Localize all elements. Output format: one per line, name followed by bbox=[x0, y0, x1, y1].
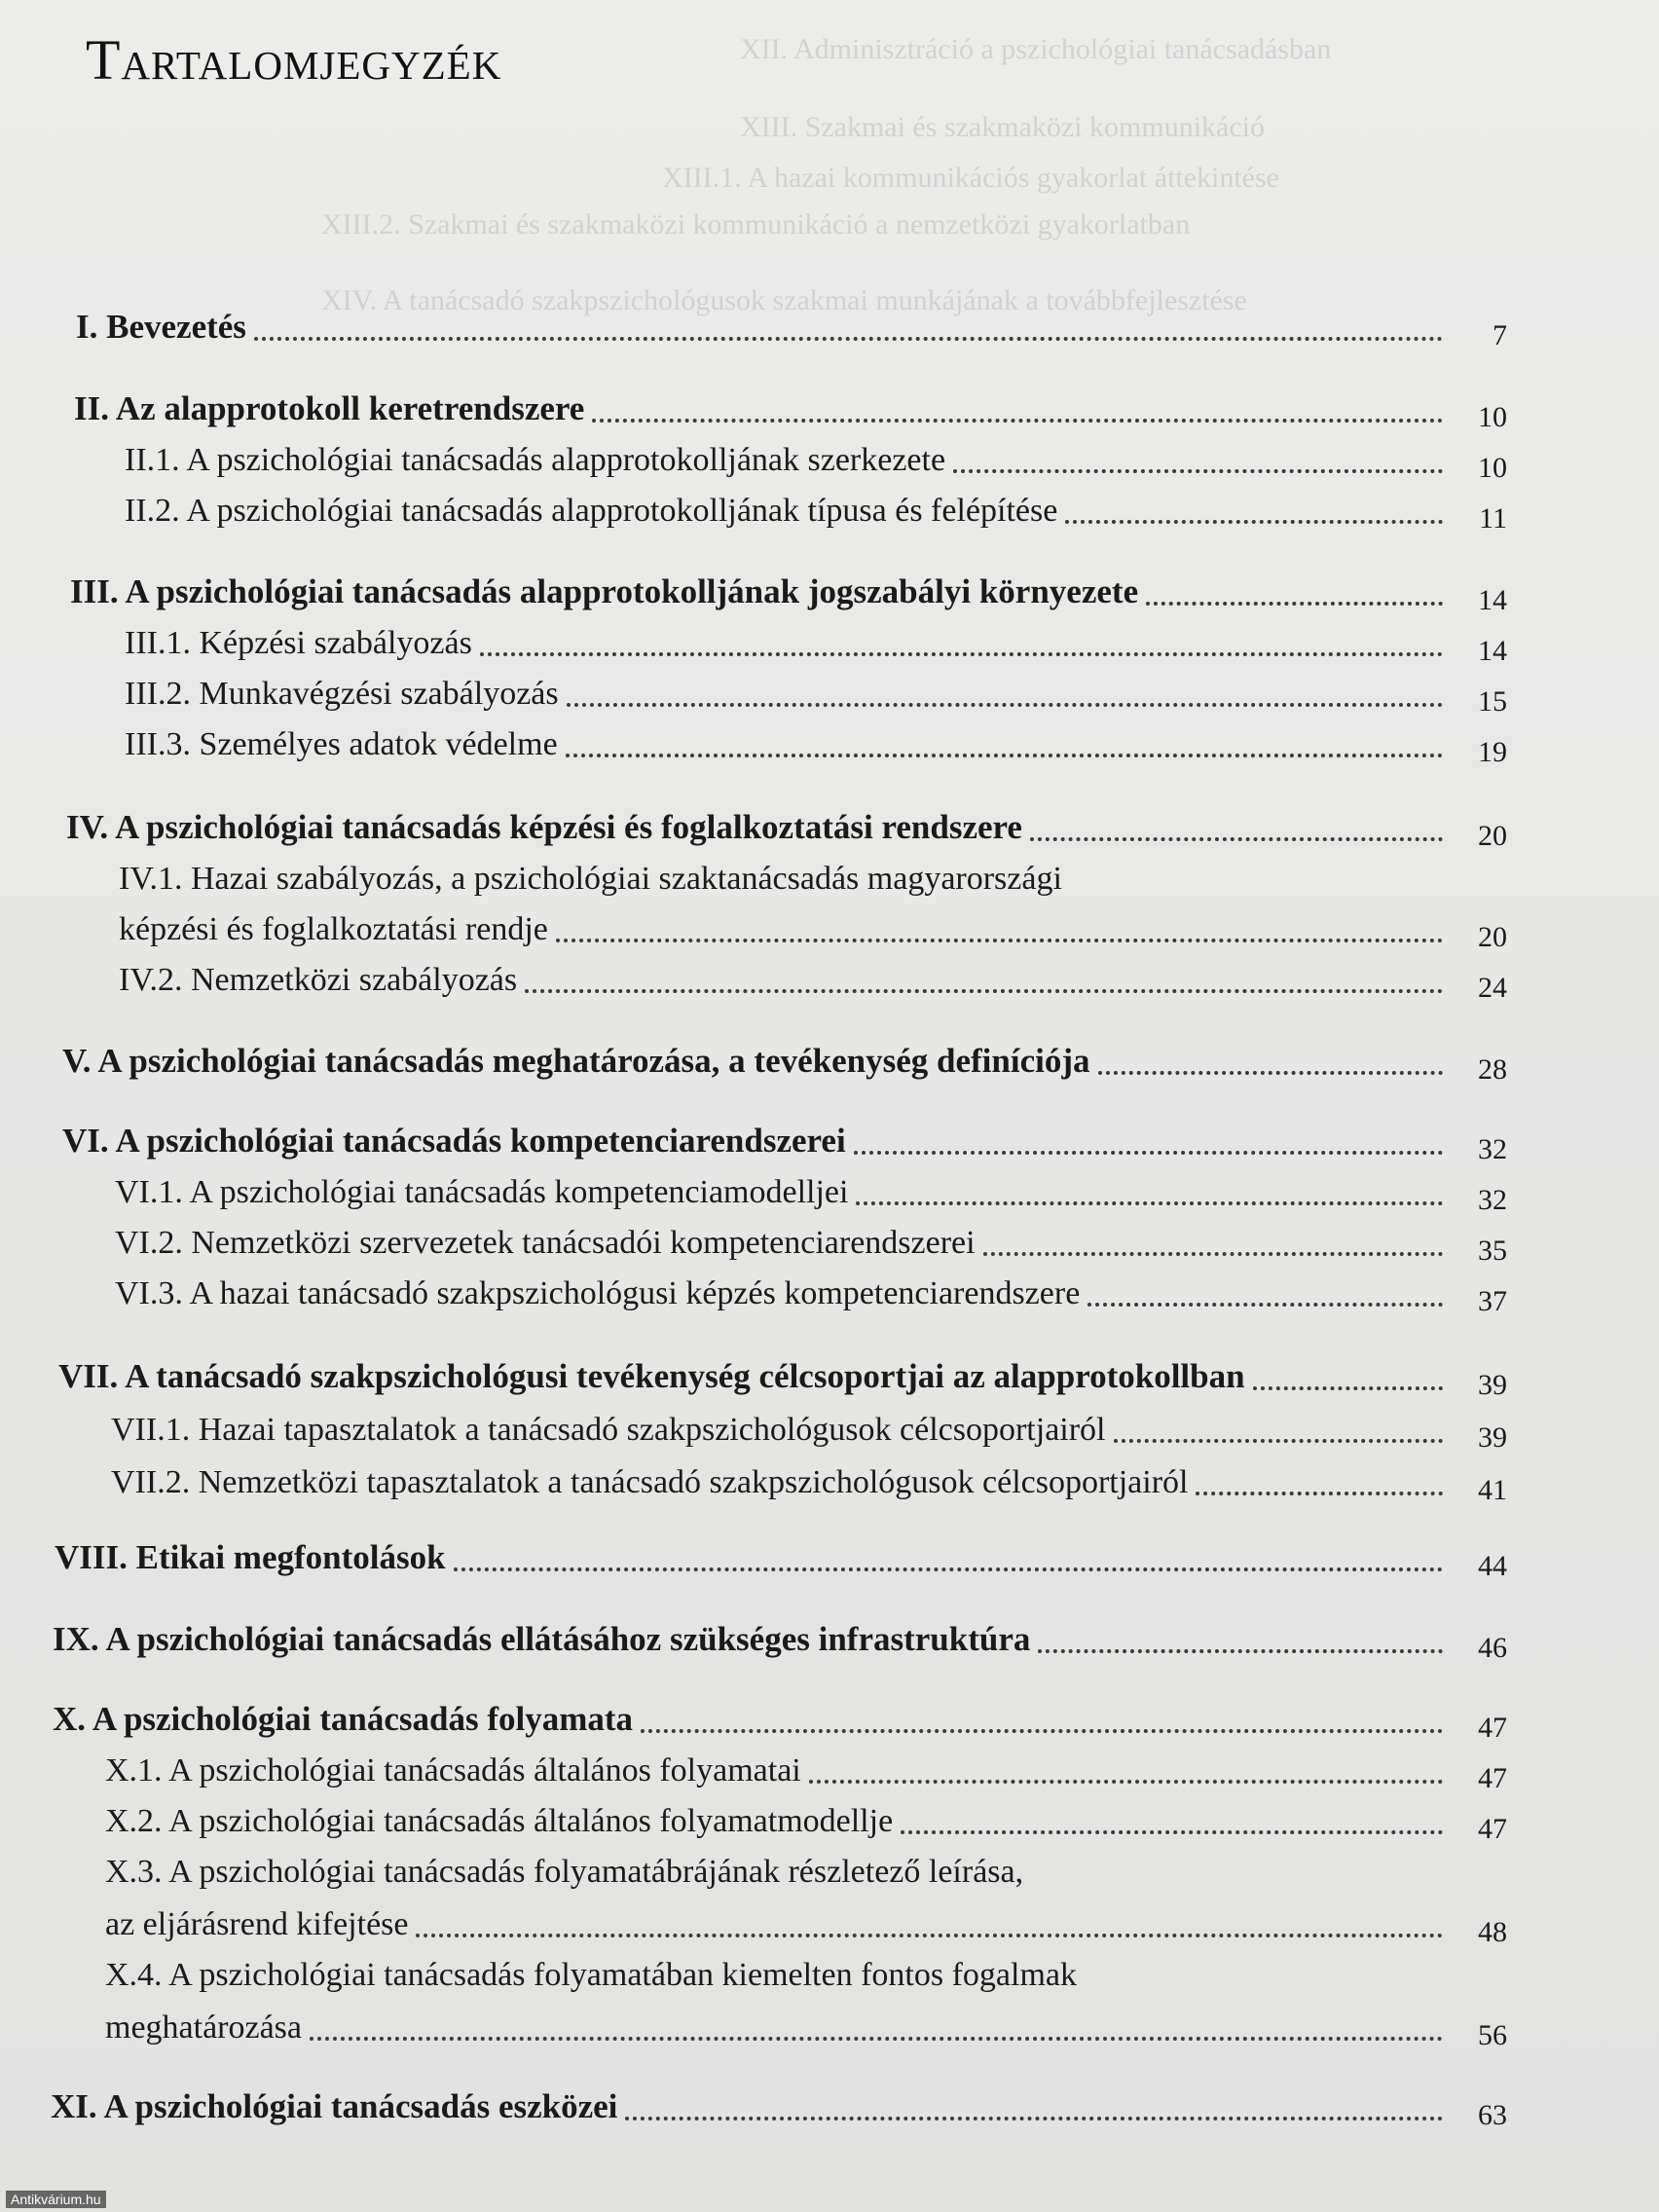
toc-entry-title: IV. A pszichológiai tanácsadás képzési és foglalkoztatási rendszere bbox=[66, 808, 1022, 846]
toc-page-number: 20 bbox=[1478, 921, 1507, 953]
bleed-through-line: XIII.1. A hazai kommunikációs gyakorlat áttekintése bbox=[662, 162, 1279, 194]
toc-page-number: 47 bbox=[1478, 1762, 1507, 1794]
toc-page-number: 20 bbox=[1478, 820, 1507, 852]
toc-page-number: 48 bbox=[1478, 1916, 1507, 1948]
dot-leader bbox=[1114, 1439, 1444, 1443]
toc-chapter-entry bbox=[62, 1038, 1507, 1086]
toc-chapter-entry bbox=[58, 1353, 1507, 1401]
toc-page-number: 14 bbox=[1478, 584, 1507, 616]
dot-leader bbox=[1098, 1071, 1443, 1075]
dot-leader bbox=[566, 754, 1443, 757]
toc-page-number: 63 bbox=[1478, 2099, 1507, 2131]
dot-leader bbox=[809, 1780, 1443, 1784]
toc-entry-title: X. A pszichológiai tanácsadás folyamata bbox=[53, 1700, 634, 1738]
toc-section-entry bbox=[111, 1458, 1507, 1506]
dot-leader bbox=[1253, 1386, 1443, 1390]
toc-chapter-entry bbox=[66, 804, 1507, 852]
dot-leader bbox=[592, 419, 1443, 423]
toc-page-number: 28 bbox=[1478, 1053, 1507, 1086]
toc-page-number: 7 bbox=[1493, 319, 1507, 351]
toc-page-number: 14 bbox=[1478, 635, 1507, 667]
toc-section-entry bbox=[105, 1797, 1507, 1845]
toc-entry-title: X.1. A pszichológiai tanácsadás általános folyamatai bbox=[105, 1752, 801, 1788]
toc-section-entry bbox=[125, 720, 1507, 768]
toc-section-entry bbox=[105, 1951, 1077, 1994]
toc-section-entry bbox=[105, 1747, 1507, 1794]
toc-section-entry bbox=[105, 2004, 1507, 2051]
dot-leader bbox=[454, 1567, 1443, 1571]
dot-leader bbox=[1146, 602, 1443, 606]
toc-entry-title: IV.1. Hazai szabályozás, a pszichológiai szaktanácsadás magyarországi bbox=[119, 861, 1062, 897]
dot-leader bbox=[525, 989, 1443, 993]
toc-page-number: 24 bbox=[1478, 972, 1507, 1004]
toc-entry-title: VIII. Etikai megfontolások bbox=[55, 1538, 446, 1576]
toc-chapter-entry bbox=[74, 386, 1507, 433]
toc-section-entry bbox=[125, 487, 1507, 535]
dot-leader bbox=[310, 2037, 1443, 2041]
toc-section-entry bbox=[115, 1168, 1507, 1216]
toc-entry-title: IV.2. Nemzetközi szabályozás bbox=[119, 962, 518, 998]
dot-leader bbox=[556, 939, 1443, 942]
toc-entry-title: IX. A pszichológiai tanácsadás ellátásához szükséges infrastruktúra bbox=[53, 1620, 1031, 1658]
watermark: Antikvárium.hu bbox=[6, 2191, 106, 2208]
toc-entry-title: III.2. Munkavégzési szabályozás bbox=[125, 676, 559, 712]
toc-entry-title: VII.1. Hazai tapasztalatok a tanácsadó szakpszichológusok célcsoportjairól bbox=[111, 1412, 1106, 1448]
bleed-through-line: XIII. Szakmai és szakmaközi kommunikáció bbox=[740, 111, 1266, 143]
toc-page-number: 39 bbox=[1478, 1369, 1507, 1401]
toc-page-number: 47 bbox=[1478, 1813, 1507, 1845]
toc-chapter-entry bbox=[53, 1696, 1507, 1744]
dot-leader bbox=[1038, 1649, 1443, 1653]
dot-leader bbox=[1030, 837, 1443, 841]
dot-leader bbox=[416, 1934, 1443, 1937]
dot-leader bbox=[856, 1201, 1443, 1205]
toc-page-number: 46 bbox=[1478, 1632, 1507, 1664]
dot-leader bbox=[1196, 1492, 1443, 1495]
toc-section-entry bbox=[119, 956, 1507, 1004]
toc-entry-title: X.2. A pszichológiai tanácsadás általános folyamatmodellje bbox=[105, 1803, 894, 1839]
toc-section-entry bbox=[115, 1270, 1507, 1317]
toc-entry-title: II. Az alapprotokoll keretrendszere bbox=[74, 389, 585, 427]
toc-page-number: 41 bbox=[1478, 1474, 1507, 1506]
toc-section-entry bbox=[125, 619, 1507, 667]
toc-entry-title: VII. A tanácsadó szakpszichológusi tevékenység célcsoportjai az alapprotokollban bbox=[58, 1357, 1245, 1395]
dot-leader bbox=[1088, 1303, 1443, 1307]
toc-page-number: 10 bbox=[1478, 452, 1507, 484]
toc-entry-title: V. A pszichológiai tanácsadás meghatározása, a tevékenység definíciója bbox=[62, 1042, 1090, 1080]
toc-page-number: 15 bbox=[1478, 685, 1507, 718]
toc-section-entry bbox=[105, 1848, 1023, 1891]
toc-chapter-entry bbox=[51, 2083, 1507, 2131]
toc-entry-title: I. Bevezetés bbox=[76, 308, 246, 346]
toc-section-entry bbox=[105, 1900, 1507, 1948]
toc-section-entry bbox=[125, 436, 1507, 484]
toc-page-number: 32 bbox=[1478, 1133, 1507, 1165]
toc-page-number: 11 bbox=[1479, 502, 1507, 535]
bleed-through-line: XIII.2. Szakmai és szakmaközi kommunikáció a nemzetközi gyakorlatban bbox=[321, 208, 1191, 240]
dot-leader bbox=[901, 1830, 1443, 1834]
toc-chapter-entry bbox=[53, 1616, 1507, 1664]
toc-page-number: 35 bbox=[1478, 1235, 1507, 1267]
dot-leader bbox=[983, 1252, 1443, 1256]
dot-leader bbox=[480, 652, 1443, 656]
dot-leader bbox=[254, 337, 1443, 341]
toc-entry-title: III.3. Személyes adatok védelme bbox=[125, 726, 558, 762]
toc-entry-title: meghatározása bbox=[105, 2009, 302, 2046]
dot-leader bbox=[953, 469, 1443, 473]
bleed-through-line: XII. Adminisztráció a pszichológiai tanácsadásban bbox=[740, 33, 1332, 65]
toc-entry-title: II.2. A pszichológiai tanácsadás alapprotokolljának típusa és felépítése bbox=[125, 493, 1058, 529]
toc-chapter-entry bbox=[55, 1534, 1507, 1582]
toc-page-number: 32 bbox=[1478, 1184, 1507, 1216]
dot-leader bbox=[625, 2117, 1443, 2120]
toc-page-number: 19 bbox=[1478, 736, 1507, 768]
toc-page-number: 10 bbox=[1478, 401, 1507, 433]
toc-section-entry bbox=[125, 670, 1507, 718]
page-title: Tartalomjegyzék bbox=[86, 28, 502, 92]
toc-entry-title: VII.2. Nemzetközi tapasztalatok a tanácsadó szakpszichológusok célcsoportjairól bbox=[111, 1464, 1189, 1500]
toc-entry-title: III. A pszichológiai tanácsadás alapprotokolljának jogszabályi környezete bbox=[70, 572, 1139, 610]
toc-section-entry bbox=[115, 1219, 1507, 1267]
toc-entry-title: X.4. A pszichológiai tanácsadás folyamatában kiemelten fontos fogalmak bbox=[105, 1957, 1077, 1993]
bleed-through-line: XIV. A tanácsadó szakpszichológusok szakmai munkájának a továbbfejlesztése bbox=[321, 284, 1247, 316]
toc-section-entry bbox=[111, 1406, 1507, 1454]
toc-entry-title: II.1. A pszichológiai tanácsadás alapprotokolljának szerkezete bbox=[125, 442, 946, 478]
toc-entry-title: XI. A pszichológiai tanácsadás eszközei bbox=[51, 2087, 618, 2125]
toc-entry-title: VI.3. A hazai tanácsadó szakpszichológusi képzés kompetenciarendszere bbox=[115, 1275, 1081, 1311]
toc-page-number: 44 bbox=[1478, 1550, 1507, 1582]
toc-page-number: 39 bbox=[1478, 1421, 1507, 1454]
dot-leader bbox=[567, 703, 1443, 707]
toc-chapter-entry bbox=[62, 1118, 1507, 1165]
toc-section-entry bbox=[119, 855, 1062, 898]
toc-chapter-entry bbox=[70, 569, 1507, 616]
toc-entry-title: VI.2. Nemzetközi szervezetek tanácsadói kompetenciarendszerei bbox=[115, 1225, 976, 1261]
toc-section-entry bbox=[119, 905, 1507, 953]
toc-page-number: 56 bbox=[1478, 2019, 1507, 2051]
toc-entry-title: VI.1. A pszichológiai tanácsadás kompetenciamodelljei bbox=[115, 1174, 849, 1210]
toc-page-number: 47 bbox=[1478, 1712, 1507, 1744]
toc-entry-title: VI. A pszichológiai tanácsadás kompetenciarendszerei bbox=[62, 1122, 846, 1160]
toc-entry-title: X.3. A pszichológiai tanácsadás folyamatábrájának részletező leírása, bbox=[105, 1854, 1024, 1890]
toc-entry-title: III.1. Képzési szabályozás bbox=[125, 625, 472, 661]
dot-leader bbox=[1065, 520, 1443, 524]
dot-leader bbox=[641, 1729, 1443, 1733]
toc-entry-title: az eljárásrend kifejtése bbox=[105, 1906, 409, 1942]
toc-page-number: 37 bbox=[1478, 1285, 1507, 1317]
dot-leader bbox=[854, 1151, 1443, 1155]
toc-chapter-entry bbox=[76, 304, 1507, 351]
toc-entry-title: képzési és foglalkoztatási rendje bbox=[119, 911, 548, 947]
